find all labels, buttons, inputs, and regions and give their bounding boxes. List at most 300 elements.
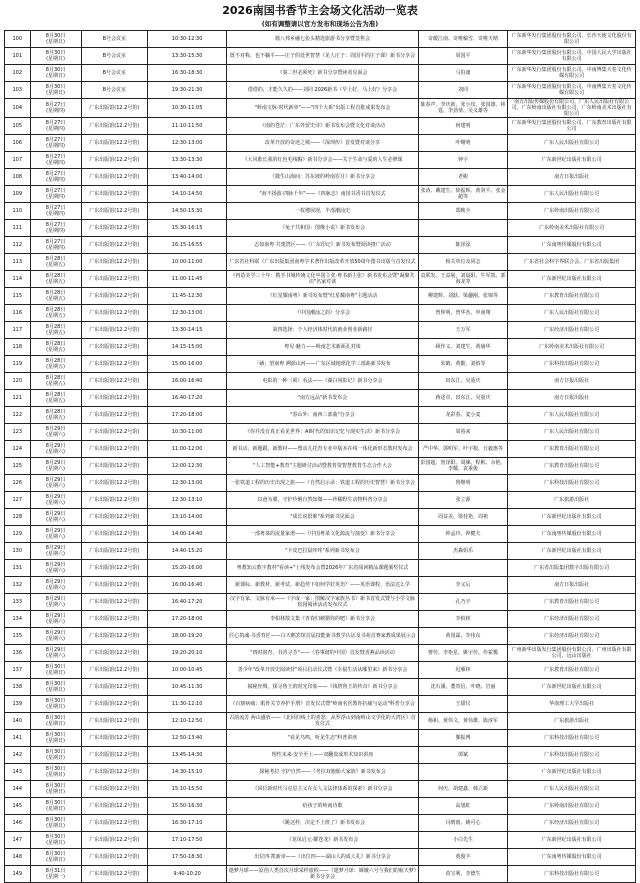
cell-time: 12:30-13:00 <box>148 475 227 492</box>
cell-org: 广东人民出版社有限公司 <box>508 781 636 798</box>
cell-org: 广东岭南出版社有限公司 <box>508 203 636 220</box>
cell-time: 14:15-15:00 <box>148 339 227 356</box>
cell-time: 11:45-12:30 <box>148 288 227 305</box>
cell-weekday-value: (星期日) <box>46 755 66 761</box>
cell-date-value: 8月29日 <box>45 613 66 619</box>
cell-guest: 张涛、戴建生、徐振辉、黄剑平、张金超等 <box>418 186 507 203</box>
cell-name: 善少年"改革开放史阅读营"项目启动仪式暨《幸福生活从哪里来》新书分享会 <box>227 662 419 679</box>
cell-no: 121 <box>5 390 31 407</box>
cell-no: 105 <box>5 118 31 135</box>
cell-weekday-value: (星期四) <box>46 126 66 132</box>
table-row <box>5 82 636 99</box>
cell-no: 149 <box>5 866 31 883</box>
cell-date-value: 8月27日 <box>45 154 66 160</box>
cell-no: 146 <box>5 815 31 832</box>
cell-name: 《龙凤启元·耀苍龙》新书发布会 <box>227 832 419 849</box>
cell-no: 102 <box>5 65 31 82</box>
table-row <box>5 373 636 390</box>
cell-name: "成长说很难"系列新书见面会 <box>227 509 419 526</box>
cell-guest: 迟雁林 <box>418 662 507 679</box>
cell-name: 《兔子共和国：图像小说》新书发布会 <box>227 220 419 237</box>
table-row <box>5 526 636 543</box>
cell-time: 16:40-17:20 <box>148 594 227 611</box>
cell-date-value: 8月29日 <box>45 596 66 602</box>
cell-time: 12:50-13:40 <box>148 730 227 747</box>
cell-name: 出位四·凯新章——《出位四——湖山人的成人礼》新书分享会 <box>227 849 419 866</box>
cell-name: 一部粤菜的流量家谱——《中国粤菜文化源流与演变》新书分享会 <box>227 526 419 543</box>
cell-name: 揭秘丝绸，探寻鲁王的时光印象——《钱塔鲁王的传奇》新书分享会 <box>227 679 419 696</box>
cell-name: 电影的一种（视）看法——《湖白闯影记》新书分享会 <box>227 373 419 390</box>
table-row <box>5 849 636 866</box>
cell-no: 144 <box>5 781 31 798</box>
cell-venue: 广东出版馆(12.2号馆) <box>81 186 147 203</box>
cell-no: 114 <box>5 271 31 288</box>
cell-org: 广东教育出版社有限公司 <box>508 458 636 475</box>
page-title: 2026南国书香节主会场文化活动一览表 <box>222 4 418 17</box>
cell-date <box>30 832 81 849</box>
cell-date <box>30 118 81 135</box>
cell-date <box>30 866 81 883</box>
cell-date-value: 8月30日 <box>45 749 66 755</box>
cell-name: 骑八邦乡融七张头精选旅游书分享暨签售会 <box>227 31 419 48</box>
cell-weekday-value: (星期四) <box>46 177 66 183</box>
cell-guest: 柳建辉、刘跃、梁趣刚、张锦等 <box>418 288 507 305</box>
cell-date-value: 8月30日 <box>45 715 66 721</box>
cell-guest: 黄俊丰 <box>418 849 507 866</box>
cell-guest: 李义后 <box>418 577 507 594</box>
table-row <box>5 288 636 305</box>
cell-name: 《再造美学三十年：携手书城传统文化中国主张·粤书新主张》新书发布会暨"凝聚共识"名家对谈 <box>227 271 419 288</box>
cell-venue: B号会议室 <box>81 65 147 82</box>
cell-no: 103 <box>5 82 31 99</box>
table-body <box>5 31 636 883</box>
cell-no: 127 <box>5 492 31 509</box>
cell-date <box>30 526 81 543</box>
cell-time: 11:10-11:50 <box>148 118 227 135</box>
cell-venue: 广东出版馆(12.2号馆) <box>81 339 147 356</box>
cell-name: 一枚毽展现，半部潮汕史 <box>227 203 419 220</box>
table-row <box>5 237 636 254</box>
cell-name: 《跳这样，决定不上班了》新书发布会 <box>227 815 419 832</box>
cell-name: 汉字有家、文脉有承——《字成一家：图解汉字家族丛书》新书首发式暨与小学文脉校园阅读活动发布仪式 <box>227 594 419 611</box>
cell-time: 12:10-12:50 <box>148 713 227 730</box>
page-note: (如有调整请以官方发布和现场公告为准) <box>261 20 379 28</box>
cell-guest: 郑映全 <box>418 203 507 220</box>
cell-guest: 袁联发、王益展、刘晨阳、牛军凯、郭海龙等 <box>418 271 507 288</box>
cell-date <box>30 271 81 288</box>
cell-date-value: 8月27日 <box>45 239 66 245</box>
cell-time: 19:20-20:10 <box>148 645 227 662</box>
cell-venue: 广东出版馆(12.2号馆) <box>81 441 147 458</box>
cell-date <box>30 747 81 764</box>
cell-venue: 广东出版馆(12.2号馆) <box>81 288 147 305</box>
cell-date <box>30 339 81 356</box>
cell-org: 广东科技出版社有限公司 <box>508 730 636 747</box>
cell-venue: 广东出版馆(12.2号馆) <box>81 747 147 764</box>
cell-guest: 黄国霖、李伟东 <box>418 628 507 645</box>
cell-venue: 广东出版馆(12.2号馆) <box>81 475 147 492</box>
cell-no: 122 <box>5 407 31 424</box>
table-row <box>5 492 636 509</box>
cell-venue: 广东出版馆(12.2号馆) <box>81 526 147 543</box>
cell-venue: 广东出版馆(12.2号馆) <box>81 866 147 883</box>
cell-org: 南方日报出版社 <box>508 373 636 390</box>
cell-date <box>30 305 81 322</box>
cell-org: 广东岭南美术出版社有限公司 <box>508 339 636 356</box>
cell-no: 130 <box>5 543 31 560</box>
cell-no: 109 <box>5 186 31 203</box>
cell-time: 10:00-10:45 <box>148 662 227 679</box>
table-row <box>5 254 636 271</box>
table-row <box>5 730 636 747</box>
cell-org: 广东经济出版社有限公司 <box>508 815 636 832</box>
cell-guest: 沈石溪、董贵信、叶晓、岩丽 <box>418 679 507 696</box>
cell-venue: 广东出版馆(12.2号馆) <box>81 560 147 577</box>
cell-guest <box>418 220 507 237</box>
cell-date-value: 8月28日 <box>45 392 66 398</box>
cell-venue: 广东出版馆(12.2号馆) <box>81 798 147 815</box>
table-row <box>5 577 636 594</box>
cell-time: 15:50-16:30 <box>148 798 227 815</box>
cell-date <box>30 82 81 99</box>
cell-date <box>30 645 81 662</box>
table-row <box>5 543 636 560</box>
table-row <box>5 509 636 526</box>
cell-venue: 广东出版馆(12.2号馆) <box>81 713 147 730</box>
cell-venue: 广东出版馆(12.2号馆) <box>81 237 147 254</box>
cell-guest: 田东江、吴重庆 <box>418 373 507 390</box>
cell-time: 13:30-14:15 <box>148 322 227 339</box>
cell-time: 13:45-14:30 <box>148 747 227 764</box>
cell-guest: 马伯庸 <box>418 65 507 82</box>
cell-venue: 广东出版馆(12.2号馆) <box>81 645 147 662</box>
cell-date-value: 8月28日 <box>45 290 66 296</box>
cell-date <box>30 99 81 118</box>
cell-date <box>30 31 81 48</box>
cell-org: 广东旅游出版社 <box>508 492 636 509</box>
table-row <box>5 832 636 849</box>
cell-guest: 鄞振博 <box>418 730 507 747</box>
table-row <box>5 866 636 883</box>
table-row <box>5 118 636 135</box>
cell-org: 广东经济出版社有限公司 <box>508 628 636 645</box>
cell-date <box>30 679 81 696</box>
table-row <box>5 48 636 65</box>
cell-name: 一张铁道工程的历史出现之旅——《自然启示录：铁道工程的历史智慧》新书分享会 <box>227 475 419 492</box>
cell-guest: 蒋述卓、田东江、吴重庆 <box>418 390 507 407</box>
cell-guest: 小白先生 <box>418 832 507 849</box>
cell-time: 10:30-11:05 <box>148 99 227 118</box>
cell-no: 119 <box>5 356 31 373</box>
cell-time: 10:30-12:30 <box>148 31 227 48</box>
cell-time: 16:30-18:30 <box>148 65 227 82</box>
cell-org: 广东教育出版社有限公司 <box>508 594 636 611</box>
table-row <box>5 339 636 356</box>
cell-name: "海不扬波·四脉千年"——《四脉志》南国书香书首发仪式 <box>227 186 419 203</box>
cell-date-value: 8月30日 <box>45 50 66 56</box>
table-row <box>5 99 636 118</box>
cell-no: 115 <box>5 288 31 305</box>
cell-date-value: 8月27日 <box>45 222 66 228</box>
cell-org: 广东教育出版社有限公司 <box>508 441 636 458</box>
cell-guest: 钟宇 <box>418 152 507 169</box>
cell-venue: 广东出版馆(12.2号馆) <box>81 169 147 186</box>
cell-name: 粤教知云数字教材"看读+"上线发布会暨2026年广东省阅读精品课题颁奖仪式 <box>227 560 419 577</box>
table-row <box>5 747 636 764</box>
cell-date <box>30 730 81 747</box>
cell-date-value: 8月28日 <box>45 341 66 347</box>
cell-no: 118 <box>5 339 31 356</box>
cell-date-value: 8月30日 <box>45 834 66 840</box>
cell-org: 广东新华发行集团股份有限公司、广东教育出版社有限公司 <box>508 118 636 135</box>
cell-name: 古韵流芳 两山盛放——《北回归线上的喜怒：从罗浮山到南岭山文学化的大湾区》首发仪式 <box>227 713 419 730</box>
cell-org: 广东经济出版社有限公司 <box>508 611 636 628</box>
cell-name: 《南的苍茫：广东外贸史诗》新书发布会暨文化对谈活动 <box>227 118 419 135</box>
cell-date-value: 8月29日 <box>45 647 66 653</box>
cell-time: 16:00-16:40 <box>148 577 227 594</box>
cell-no: 116 <box>5 305 31 322</box>
cell-date <box>30 237 81 254</box>
cell-time: 11:30-12:10 <box>148 696 227 713</box>
cell-date <box>30 390 81 407</box>
cell-weekday-value: (星期日) <box>46 39 66 45</box>
cell-weekday-value: (星期六) <box>46 449 66 455</box>
cell-venue: 广东出版馆(12.2号馆) <box>81 305 147 322</box>
cell-org: 广东人民出版社有限公司 <box>508 424 636 441</box>
cell-time: 15:10-15:50 <box>148 781 227 798</box>
cell-no: 108 <box>5 169 31 186</box>
table-row <box>5 713 636 730</box>
cell-date <box>30 577 81 594</box>
cell-weekday-value: (星期五) <box>46 262 66 268</box>
table-row <box>5 65 636 82</box>
cell-weekday-value: (星期日) <box>46 806 66 812</box>
cell-time: 13:30-15:30 <box>148 48 227 65</box>
cell-org: 广东人民出版社有限公司 <box>508 186 636 203</box>
cell-guest: 杰森姐乐 <box>418 543 507 560</box>
cell-guest: 顾作义、刘建生、黄瑜华 <box>418 339 507 356</box>
cell-venue: 广东出版馆(12.2号馆) <box>81 458 147 475</box>
cell-date-value: 8月27日 <box>45 102 66 108</box>
cell-date-value: 8月29日 <box>45 426 66 432</box>
cell-time: 12:30-13:00 <box>148 305 227 322</box>
cell-weekday-value: (星期六) <box>46 500 66 506</box>
cell-name: 《红星耀南粤》新书发布暨"红星耀南粤"主题活动 <box>227 288 419 305</box>
cell-name: 第四选择：个人经济体时代的就业创业新路径 <box>227 322 419 339</box>
cell-date-value: 8月28日 <box>45 273 66 279</box>
cell-no: 131 <box>5 560 31 577</box>
cell-name: 《百割病痛：肌骨关节养护手册》首发仪式暨"岭南名医教你抗痛与运动"科普分享会 <box>227 696 419 713</box>
cell-weekday-value: (星期六) <box>46 534 66 540</box>
cell-name: 借借的，才能久久的——刘同 2026新书《早上好，马上好》分享会 <box>227 82 419 99</box>
cell-date-value: 8月29日 <box>45 443 66 449</box>
table-row <box>5 798 636 815</box>
cell-org: 广东科技出版社有限公司 <box>508 747 636 764</box>
cell-weekday-value: (星期四) <box>46 160 66 166</box>
cell-time: 10:30-11:00 <box>148 424 227 441</box>
cell-venue: B号会议室 <box>81 31 147 48</box>
cell-org: 广东旅游出版社 <box>508 713 636 730</box>
cell-date-value: 8月27日 <box>45 171 66 177</box>
cell-venue: 广东出版馆(12.2号馆) <box>81 424 147 441</box>
cell-guest: 陈泽泓 <box>418 237 507 254</box>
cell-venue: 广东出版馆(12.2号馆) <box>81 764 147 781</box>
cell-date-value: 8月30日 <box>45 817 66 823</box>
cell-no: 100 <box>5 31 31 48</box>
cell-date-value: 8月29日 <box>45 528 66 534</box>
cell-venue: 广东出版馆(12.2号馆) <box>81 832 147 849</box>
cell-time: 16:40-17:20 <box>148 390 227 407</box>
cell-weekday-value: (星期日) <box>46 789 66 795</box>
cell-date-value: 8月29日 <box>45 460 66 466</box>
cell-name: 理性未来·安全至上——双翻盘成形术知识讲座 <box>227 747 419 764</box>
table-row <box>5 322 636 339</box>
cell-date <box>30 815 81 832</box>
cell-date-value: 8月29日 <box>45 562 66 568</box>
cell-venue: 广东出版馆(12.2号馆) <box>81 492 147 509</box>
table-row <box>5 560 636 577</box>
cell-date-value: 8月30日 <box>45 800 66 806</box>
table-row <box>5 679 636 696</box>
cell-date-value: 8月29日 <box>45 579 66 585</box>
cell-weekday-value: (星期日) <box>46 857 66 863</box>
cell-time: 15:00-16:00 <box>148 356 227 373</box>
cell-date-value: 8月31日 <box>45 868 66 874</box>
cell-no: 123 <box>5 424 31 441</box>
cell-no: 107 <box>5 152 31 169</box>
cell-guest: 叶曙明 <box>418 135 507 152</box>
cell-venue: 广东出版馆(12.2号馆) <box>81 577 147 594</box>
cell-date <box>30 713 81 730</box>
cell-name: 既不对称，也不躺平——庄子的处世智慧《见人庄子：周国平的庄子课》新书分享会 <box>227 48 419 65</box>
cell-venue: 广东出版馆(12.2号馆) <box>81 220 147 237</box>
cell-weekday-value: (星期五) <box>46 398 66 404</box>
cell-date <box>30 849 81 866</box>
cell-date <box>30 203 81 220</box>
cell-name: 志如南粤 共建湾区——《广东印记》新书发布暨阅读推广活动 <box>227 237 419 254</box>
cell-date-value: 8月28日 <box>45 375 66 381</box>
cell-date <box>30 186 81 203</box>
cell-time: 15:20-16:00 <box>148 560 227 577</box>
cell-name: 新课标、新教材、新考试、新趋势下如何学好英语？——英语课程、语法达么学 <box>227 577 419 594</box>
cell-time: 13:10-14:00 <box>148 509 227 526</box>
cell-venue: 广东出版馆(12.2号馆) <box>81 815 147 832</box>
cell-time: 13:40-14:00 <box>148 169 227 186</box>
cell-time: 17:50-18:30 <box>148 849 227 866</box>
cell-name: 探秘考拉 守护自然——《考拉双胞胎大家族》新书发布会 <box>227 764 419 781</box>
cell-no: 140 <box>5 713 31 730</box>
cell-guest: 王甜仪 <box>418 696 507 713</box>
cell-date-value: 8月30日 <box>45 732 66 738</box>
table-row <box>5 696 636 713</box>
cell-org: 南方日报出版社 <box>508 390 636 407</box>
cell-date-value: 8月30日 <box>45 681 66 687</box>
cell-date <box>30 543 81 560</box>
cell-org: 广东新华发行集团股份有限公司、长沙天使文化股份有限公司 <box>508 31 636 48</box>
cell-guest: 严中华、郭明军、叶宇根、丘毅惠等 <box>418 441 507 458</box>
cell-weekday-value: (星期四) <box>46 143 66 149</box>
cell-no: 139 <box>5 696 31 713</box>
cell-time: 10:45-11:30 <box>148 679 227 696</box>
table-row <box>5 611 636 628</box>
cell-no: 106 <box>5 135 31 152</box>
table-row <box>5 594 636 611</box>
table-row <box>5 458 636 475</box>
cell-date-value: 8月30日 <box>45 766 66 772</box>
cell-date <box>30 288 81 305</box>
cell-date-value: 8月30日 <box>45 33 66 39</box>
cell-time: 16:15-16:55 <box>148 237 227 254</box>
cell-date <box>30 781 81 798</box>
cell-guest: 钟孟玲、钟健夫 <box>418 526 507 543</box>
cell-org: 广东南粤传媒股份有限公司 <box>508 526 636 543</box>
cell-name: 改革开放的奇迹之城——《深圳传》首发暨对谈分享 <box>227 135 419 152</box>
cell-time: 14:40-15:20 <box>148 543 227 560</box>
cell-org: 广东新世纪出版社有限公司 <box>508 152 636 169</box>
cell-no: 120 <box>5 373 31 390</box>
table-row <box>5 475 636 492</box>
cell-date <box>30 322 81 339</box>
cell-venue: B号会议室 <box>81 48 147 65</box>
cell-weekday-value: (星期四) <box>46 108 66 114</box>
table-row <box>5 203 636 220</box>
cell-name: 《你并没有真正看见世界：AI时代的知识记忆与现实生活》新书分享会 <box>227 424 419 441</box>
cell-weekday-value: (星期六) <box>46 517 66 523</box>
cell-name: 「硒」望南粤 溯源山河——广东区域地球化学三部曲新书发布 <box>227 356 419 373</box>
cell-guest: 张立源 <box>418 492 507 509</box>
cell-no: 141 <box>5 730 31 747</box>
cell-date-value: 8月30日 <box>45 783 66 789</box>
table-row <box>5 390 636 407</box>
cell-weekday-value: (星期日) <box>46 840 66 846</box>
cell-org: 广东新世纪出版社有限公司 <box>508 832 636 849</box>
cell-no: 133 <box>5 594 31 611</box>
cell-no: 132 <box>5 577 31 594</box>
cell-name: 《秦二世必须死》新书分享暨读者见面会 <box>227 65 419 82</box>
cell-date-value: 8月30日 <box>45 67 66 73</box>
cell-org: 华南理工大学出版社 <box>508 696 636 713</box>
cell-date <box>30 611 81 628</box>
cell-name: "卡皮巴拉鼠咔咔"系列新书发布会 <box>227 543 419 560</box>
cell-venue: 广东出版馆(12.2号馆) <box>81 696 147 713</box>
cell-weekday-value: (星期六) <box>46 551 66 557</box>
cell-no: 104 <box>5 99 31 118</box>
table-row <box>5 186 636 203</box>
cell-date-value: 8月27日 <box>45 137 66 143</box>
cell-no: 142 <box>5 747 31 764</box>
table-row <box>5 169 636 186</box>
cell-time: 18:00-19:20 <box>148 628 227 645</box>
cell-date <box>30 560 81 577</box>
cell-guest: 鲁继明 <box>418 475 507 492</box>
cell-venue: 广东出版馆(12.2号馆) <box>81 135 147 152</box>
cell-no: 125 <box>5 458 31 475</box>
cell-date <box>30 509 81 526</box>
cell-weekday-value: (星期日) <box>46 90 66 96</box>
cell-date <box>30 220 81 237</box>
cell-guest: 周国平 <box>418 48 507 65</box>
cell-time: 15:30-16:15 <box>148 220 227 237</box>
cell-date-value: 8月27日 <box>45 188 66 194</box>
cell-weekday-value: (星期日) <box>46 738 66 744</box>
cell-venue: 广东出版馆(12.2号馆) <box>81 390 147 407</box>
cell-no: 147 <box>5 832 31 849</box>
cell-date-value: 8月29日 <box>45 545 66 551</box>
cell-time: 13:30-13:30 <box>148 152 227 169</box>
cell-date-value: 8月28日 <box>45 324 66 330</box>
cell-weekday-value: (星期六) <box>46 653 66 659</box>
table-row <box>5 220 636 237</box>
